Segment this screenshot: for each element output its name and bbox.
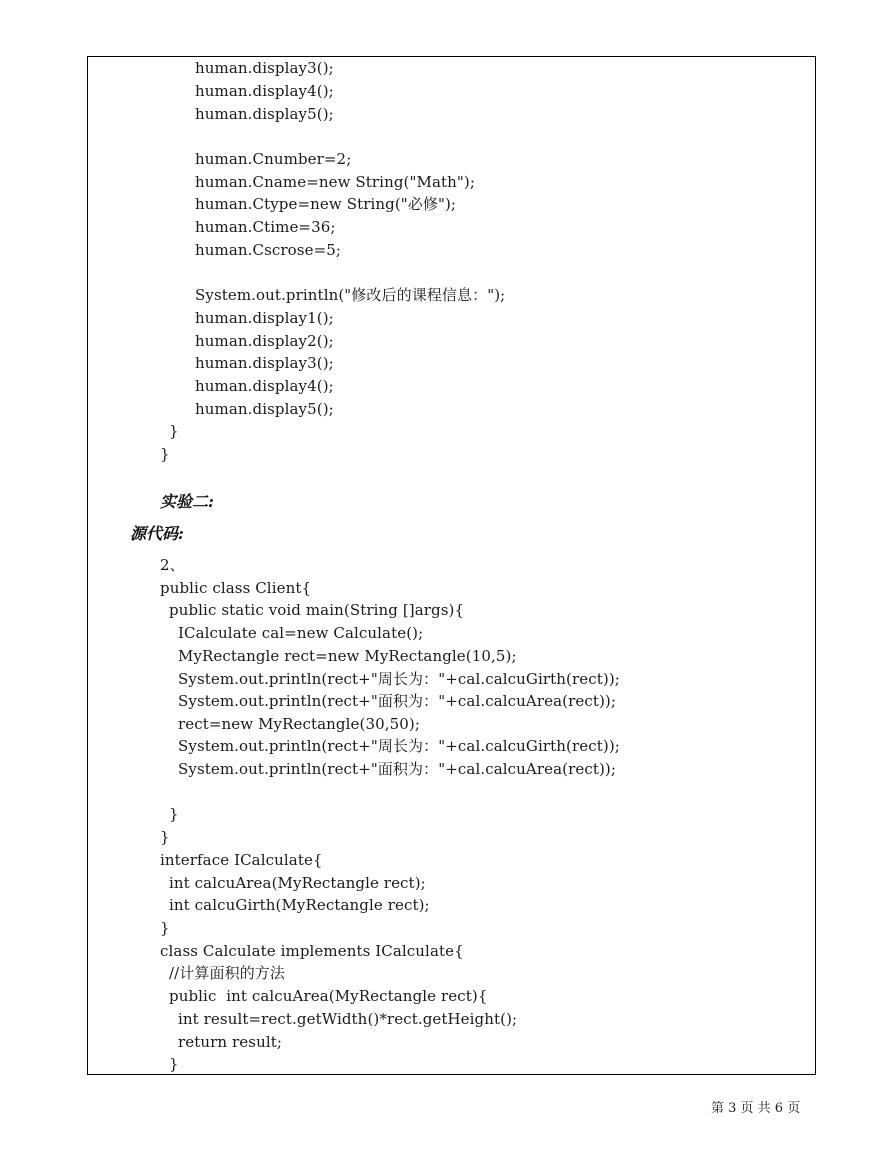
code-line: rect=new MyRectangle(30,50); xyxy=(178,715,421,733)
code-line: human.display4(); xyxy=(195,82,334,100)
code-line: } xyxy=(169,805,179,823)
code-line: } xyxy=(160,919,170,937)
code-line: human.Cscrose=5; xyxy=(195,241,342,259)
code-line: MyRectangle rect=new MyRectangle(10,5); xyxy=(178,647,517,665)
code-line: System.out.println(rect+"面积为："+cal.calcuArea(rect)); xyxy=(178,692,617,710)
code-line: } xyxy=(160,828,170,846)
page-number: 第 3 页 共 6 页 xyxy=(711,1101,801,1116)
code-line: System.out.println("修改后的课程信息："); xyxy=(195,286,506,304)
code-line: human.display2(); xyxy=(195,332,334,350)
code-line: System.out.println(rect+"周长为："+cal.calcuGirth(rect)); xyxy=(178,737,620,755)
code-line: return result; xyxy=(178,1033,283,1051)
code-line: human.Cname=new String("Math"); xyxy=(195,173,475,191)
code-line: public int calcuArea(MyRectangle rect){ xyxy=(169,987,488,1005)
code-line: ICalculate cal=new Calculate(); xyxy=(178,624,424,642)
code-line: } xyxy=(169,422,179,440)
code-line: int calcuGirth(MyRectangle rect); xyxy=(169,896,430,914)
code-line: human.display3(); xyxy=(195,354,334,372)
code-line: human.Cnumber=2; xyxy=(195,150,352,168)
code-line: public class Client{ xyxy=(160,579,312,597)
code-line: int result=rect.getWidth()*rect.getHeight(); xyxy=(178,1010,518,1028)
code-line: } xyxy=(160,445,170,463)
code-line: 2、 xyxy=(160,556,185,574)
code-line: } xyxy=(169,1055,179,1073)
code-line: human.Ctype=new String("必修"); xyxy=(195,195,457,213)
code-line: human.display5(); xyxy=(195,105,334,123)
code-line: System.out.println(rect+"周长为："+cal.calcuGirth(rect)); xyxy=(178,670,620,688)
source-code-heading: 源代码: xyxy=(130,524,184,543)
code-line: class Calculate implements ICalculate{ xyxy=(160,942,464,960)
code-line: human.display1(); xyxy=(195,309,334,327)
code-line: interface ICalculate{ xyxy=(160,851,323,869)
code-line: human.Ctime=36; xyxy=(195,218,336,236)
experiment-heading: 实验二: xyxy=(160,492,214,511)
code-line: human.display4(); xyxy=(195,377,334,395)
code-line: System.out.println(rect+"面积为："+cal.calcuArea(rect)); xyxy=(178,760,617,778)
code-line: human.display3(); xyxy=(195,59,334,77)
code-line: //计算面积的方法 xyxy=(169,964,286,982)
code-line: int calcuArea(MyRectangle rect); xyxy=(169,874,426,892)
code-line: human.display5(); xyxy=(195,400,334,418)
code-line: public static void main(String []args){ xyxy=(169,601,465,619)
